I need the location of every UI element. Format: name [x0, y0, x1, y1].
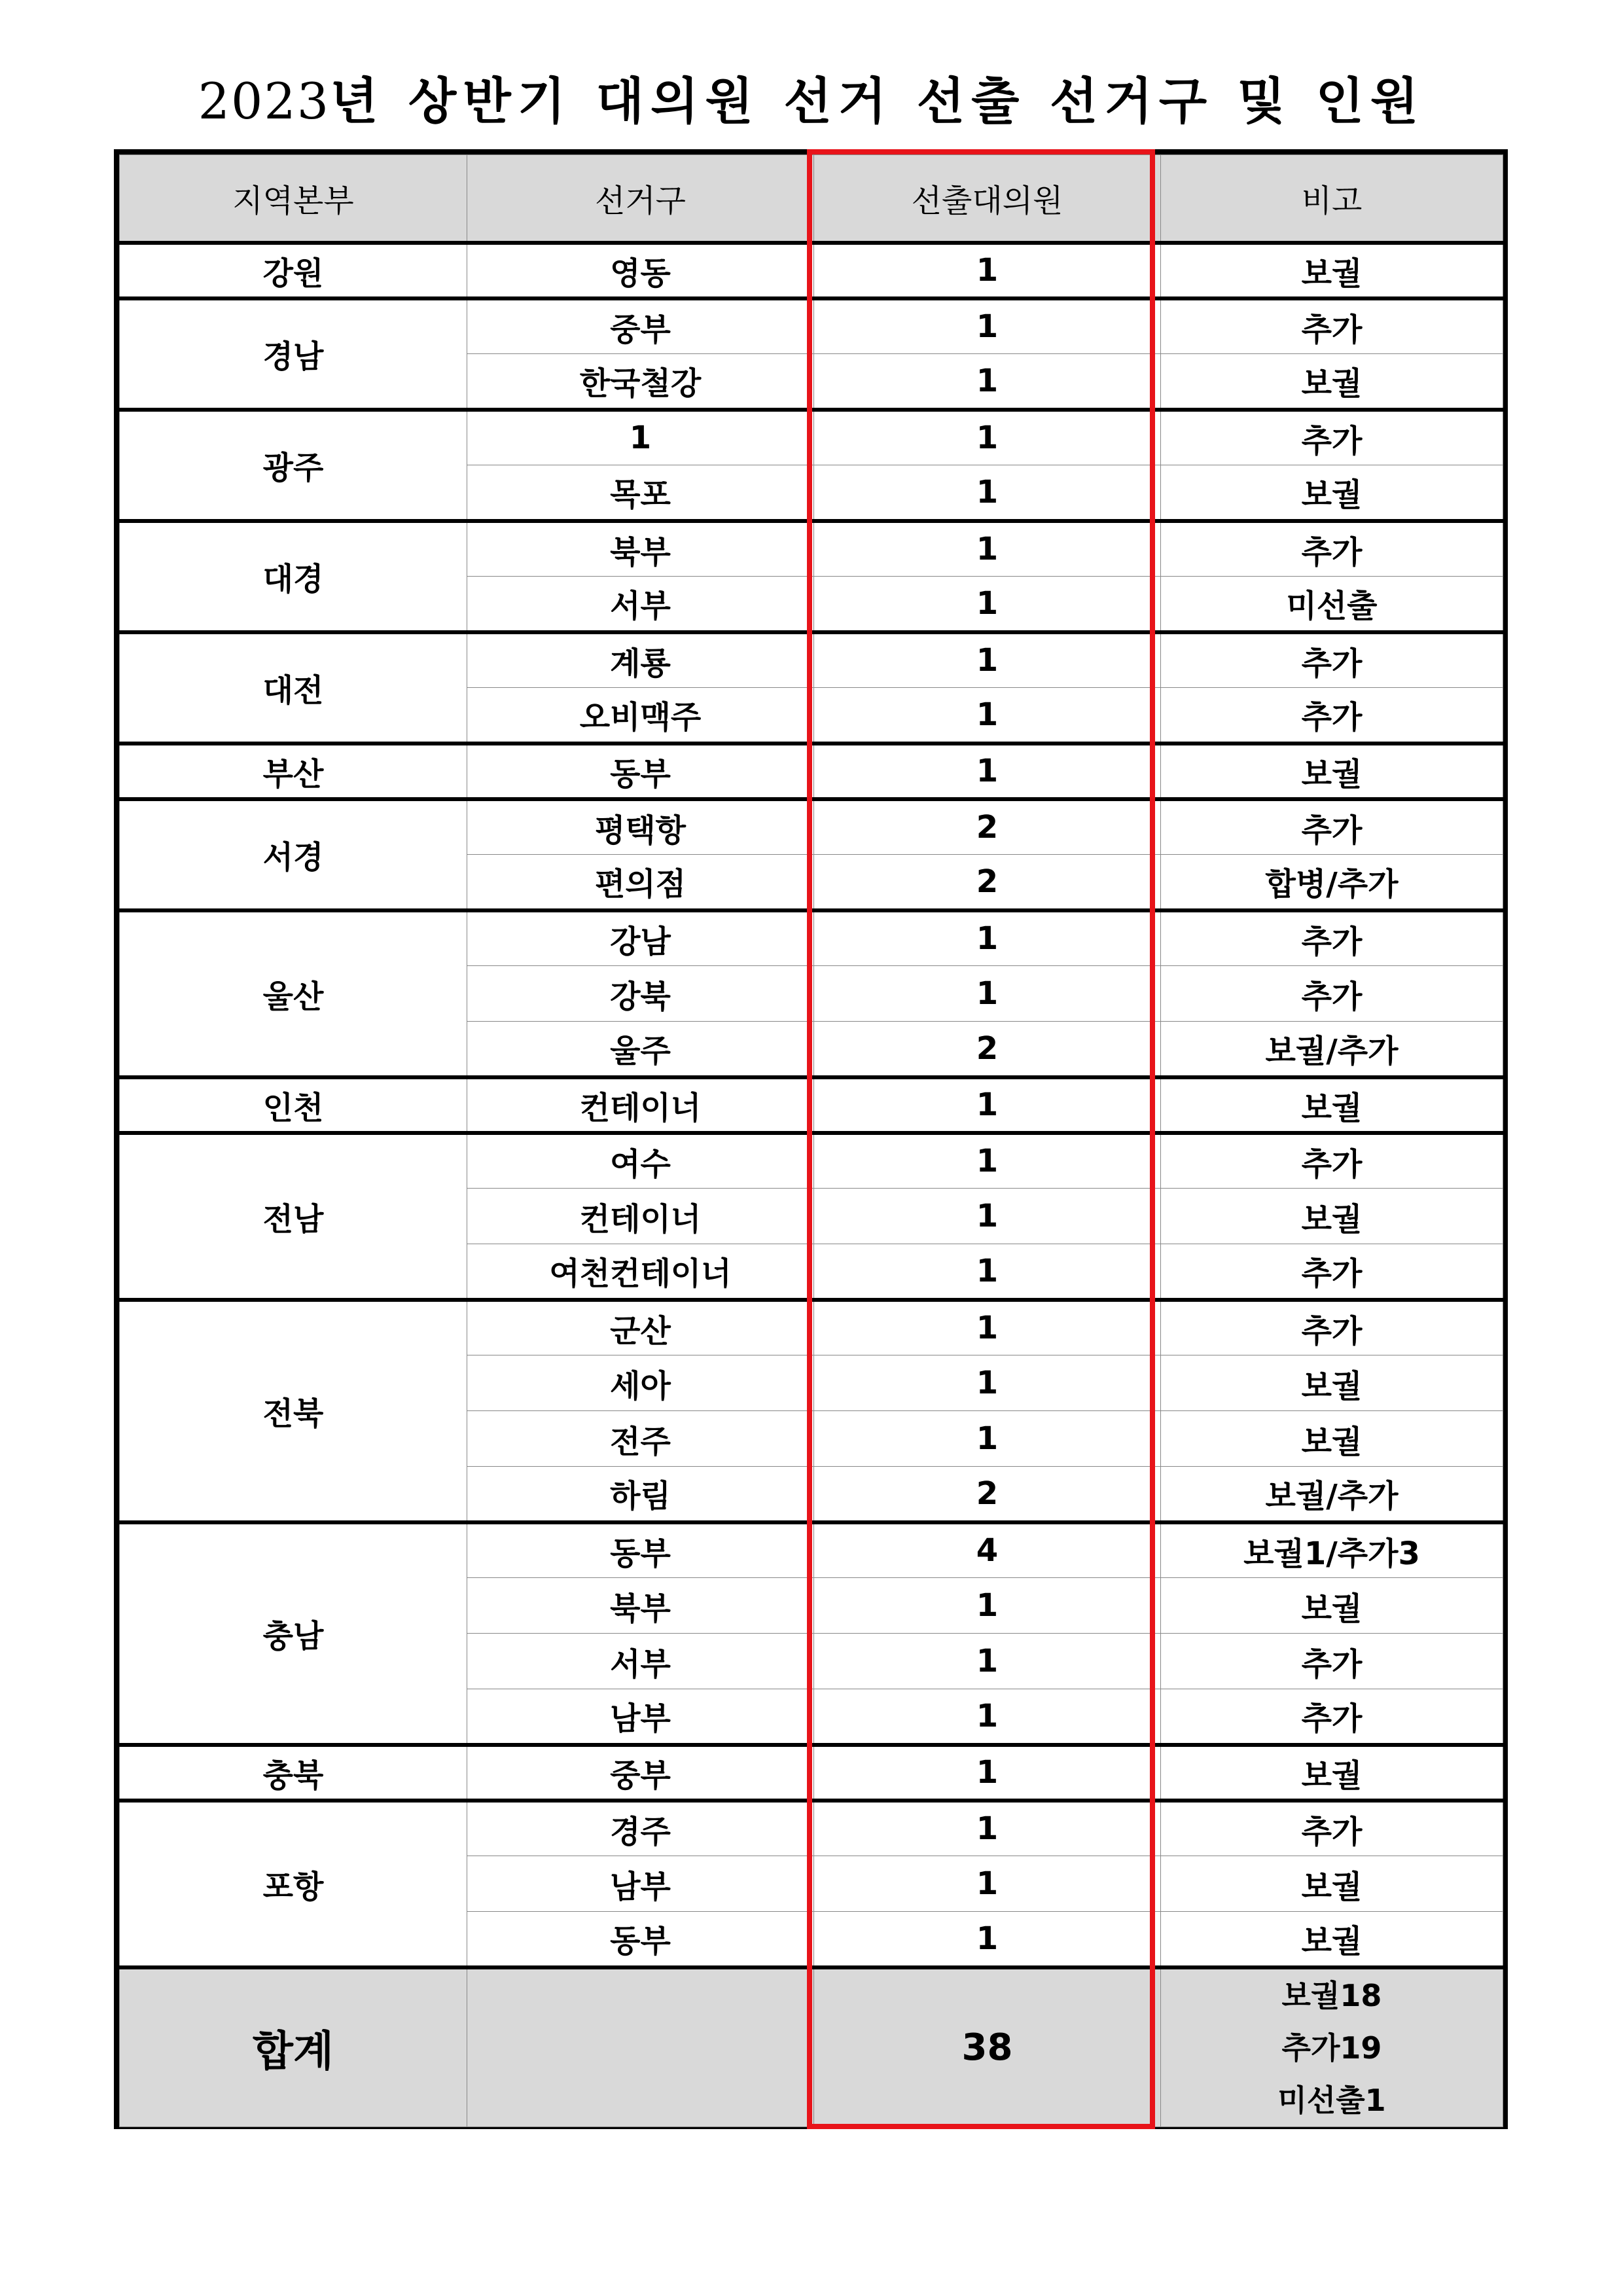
delegate-count-cell: 1 — [814, 1801, 1161, 1856]
delegate-count-cell: 2 — [814, 855, 1161, 910]
note-cell: 추가 — [1161, 632, 1503, 688]
note-cell: 추가 — [1161, 1689, 1503, 1745]
district-cell: 컨테이너 — [467, 1189, 814, 1244]
total-label: 합계 — [120, 1967, 467, 2127]
note-cell: 추가 — [1161, 521, 1503, 577]
district-cell: 남부 — [467, 1689, 814, 1745]
region-cell: 강원 — [120, 243, 467, 298]
note-cell: 보궐 — [1161, 744, 1503, 799]
delegate-count-cell: 1 — [814, 1244, 1161, 1300]
table-row — [120, 632, 1503, 688]
delegate-count-cell: 1 — [814, 632, 1161, 688]
note-cell: 보궐/추가 — [1161, 1022, 1503, 1077]
district-cell: 목포 — [467, 465, 814, 521]
region-cell: 포항 — [120, 1801, 467, 1967]
district-cell: 강북 — [467, 966, 814, 1022]
note-cell: 추가 — [1161, 1634, 1503, 1689]
title-text: 년 상반기 대의원 선거 선출 선거구 및 인원 — [330, 72, 1425, 130]
delegate-count-cell: 1 — [814, 465, 1161, 521]
table-row — [120, 1522, 1503, 1578]
region-cell: 부산 — [120, 744, 467, 799]
district-cell: 울주 — [467, 1022, 814, 1077]
election-district-table — [119, 154, 1503, 2127]
district-cell: 서부 — [467, 1634, 814, 1689]
table-row — [120, 1801, 1503, 1856]
district-cell: 북부 — [467, 1578, 814, 1634]
delegate-count-cell: 1 — [814, 1355, 1161, 1411]
delegate-count-cell: 1 — [814, 688, 1161, 744]
table-row — [120, 298, 1503, 354]
note-cell: 보궐 — [1161, 1856, 1503, 1912]
table-row — [120, 243, 1503, 298]
note-cell: 추가 — [1161, 298, 1503, 354]
district-cell: 남부 — [467, 1856, 814, 1912]
district-cell: 북부 — [467, 521, 814, 577]
table-row — [120, 744, 1503, 799]
district-cell: 전주 — [467, 1411, 814, 1467]
note-cell: 추가 — [1161, 1801, 1503, 1856]
note-cell: 보궐 — [1161, 354, 1503, 410]
delegate-count-cell: 1 — [814, 910, 1161, 966]
district-cell: 평택항 — [467, 799, 814, 855]
region-cell: 충북 — [120, 1745, 467, 1801]
table-row — [120, 410, 1503, 465]
delegate-count-cell: 1 — [814, 1411, 1161, 1467]
district-cell: 세아 — [467, 1355, 814, 1411]
delegate-count-cell: 1 — [814, 1077, 1161, 1133]
region-cell: 광주 — [120, 410, 467, 521]
note-cell: 추가 — [1161, 688, 1503, 744]
note-cell: 추가 — [1161, 910, 1503, 966]
region-cell: 충남 — [120, 1522, 467, 1745]
delegate-count-cell: 1 — [814, 1578, 1161, 1634]
table-row — [120, 1745, 1503, 1801]
note-cell: 보궐 — [1161, 1745, 1503, 1801]
note-cell: 추가 — [1161, 799, 1503, 855]
delegate-count-cell: 1 — [814, 1745, 1161, 1801]
region-cell: 울산 — [120, 910, 467, 1077]
election-table-frame — [114, 149, 1508, 2129]
delegate-count-cell: 1 — [814, 243, 1161, 298]
note-cell: 보궐 — [1161, 243, 1503, 298]
header-note: 비고 — [1161, 155, 1503, 243]
district-cell: 영동 — [467, 243, 814, 298]
note-cell: 보궐 — [1161, 1077, 1503, 1133]
note-cell: 추가 — [1161, 966, 1503, 1022]
delegate-count-cell: 1 — [814, 298, 1161, 354]
table-row — [120, 521, 1503, 577]
district-cell: 경주 — [467, 1801, 814, 1856]
title-year: 2023 — [198, 72, 330, 130]
note-cell: 보궐 — [1161, 1912, 1503, 1967]
region-cell: 대경 — [120, 521, 467, 632]
note-cell: 추가 — [1161, 410, 1503, 465]
note-cell: 보궐1/추가3 — [1161, 1522, 1503, 1578]
note-cell: 보궐 — [1161, 1578, 1503, 1634]
total-note-additional: 추가19 — [1281, 2030, 1382, 2066]
delegate-count-cell: 1 — [814, 1634, 1161, 1689]
region-cell: 인천 — [120, 1077, 467, 1133]
header-delegate-count: 선출대의원 — [814, 155, 1161, 243]
district-cell: 계룡 — [467, 632, 814, 688]
delegate-count-cell: 1 — [814, 966, 1161, 1022]
delegate-count-cell: 1 — [814, 521, 1161, 577]
table-row — [120, 1133, 1503, 1189]
note-cell: 합병/추가 — [1161, 855, 1503, 910]
note-cell: 추가 — [1161, 1244, 1503, 1300]
region-cell: 전북 — [120, 1300, 467, 1522]
note-cell: 보궐/추가 — [1161, 1467, 1503, 1522]
delegate-count-cell: 1 — [814, 1133, 1161, 1189]
region-cell: 경남 — [120, 298, 467, 410]
note-cell: 추가 — [1161, 1300, 1503, 1355]
region-cell: 전남 — [120, 1133, 467, 1300]
table-row — [120, 1300, 1503, 1355]
district-cell: 컨테이너 — [467, 1077, 814, 1133]
delegate-count-cell: 1 — [814, 410, 1161, 465]
total-district — [467, 1967, 814, 2127]
region-cell: 대전 — [120, 632, 467, 744]
total-note-by-election: 보궐18 — [1281, 1977, 1382, 2013]
total-notes — [1161, 1967, 1503, 2127]
delegate-count-cell: 1 — [814, 744, 1161, 799]
district-cell: 중부 — [467, 298, 814, 354]
district-cell: 1 — [467, 410, 814, 465]
note-cell: 보궐 — [1161, 1411, 1503, 1467]
header-district: 선거구 — [467, 155, 814, 243]
district-cell: 동부 — [467, 1912, 814, 1967]
document-title — [0, 65, 1623, 137]
delegate-count-cell: 4 — [814, 1522, 1161, 1578]
delegate-count-cell: 1 — [814, 1912, 1161, 1967]
table-header-row — [120, 155, 1503, 243]
total-note-unelected: 미선출1 — [1277, 2082, 1386, 2118]
delegate-count-cell: 1 — [814, 1300, 1161, 1355]
delegate-count-cell: 2 — [814, 799, 1161, 855]
district-cell: 군산 — [467, 1300, 814, 1355]
region-cell: 서경 — [120, 799, 467, 910]
district-cell: 동부 — [467, 744, 814, 799]
district-cell: 여천컨테이너 — [467, 1244, 814, 1300]
delegate-count-cell: 1 — [814, 577, 1161, 632]
header-region: 지역본부 — [120, 155, 467, 243]
total-row — [120, 1967, 1503, 2127]
delegate-count-cell: 2 — [814, 1467, 1161, 1522]
table-body — [120, 243, 1503, 1967]
table-row — [120, 1077, 1503, 1133]
note-cell: 미선출 — [1161, 577, 1503, 632]
district-cell: 여수 — [467, 1133, 814, 1189]
district-cell: 동부 — [467, 1522, 814, 1578]
delegate-count-cell: 1 — [814, 1689, 1161, 1745]
district-cell: 편의점 — [467, 855, 814, 910]
district-cell: 한국철강 — [467, 354, 814, 410]
total-count: 38 — [814, 1967, 1161, 2127]
district-cell: 오비맥주 — [467, 688, 814, 744]
note-cell: 보궐 — [1161, 1189, 1503, 1244]
delegate-count-cell: 1 — [814, 1189, 1161, 1244]
district-cell: 강남 — [467, 910, 814, 966]
delegate-count-cell: 1 — [814, 1856, 1161, 1912]
note-cell: 추가 — [1161, 1133, 1503, 1189]
table-row — [120, 799, 1503, 855]
note-cell: 보궐 — [1161, 1355, 1503, 1411]
delegate-count-cell: 2 — [814, 1022, 1161, 1077]
district-cell: 중부 — [467, 1745, 814, 1801]
district-cell: 서부 — [467, 577, 814, 632]
district-cell: 하림 — [467, 1467, 814, 1522]
table-row — [120, 910, 1503, 966]
delegate-count-cell: 1 — [814, 354, 1161, 410]
note-cell: 보궐 — [1161, 465, 1503, 521]
